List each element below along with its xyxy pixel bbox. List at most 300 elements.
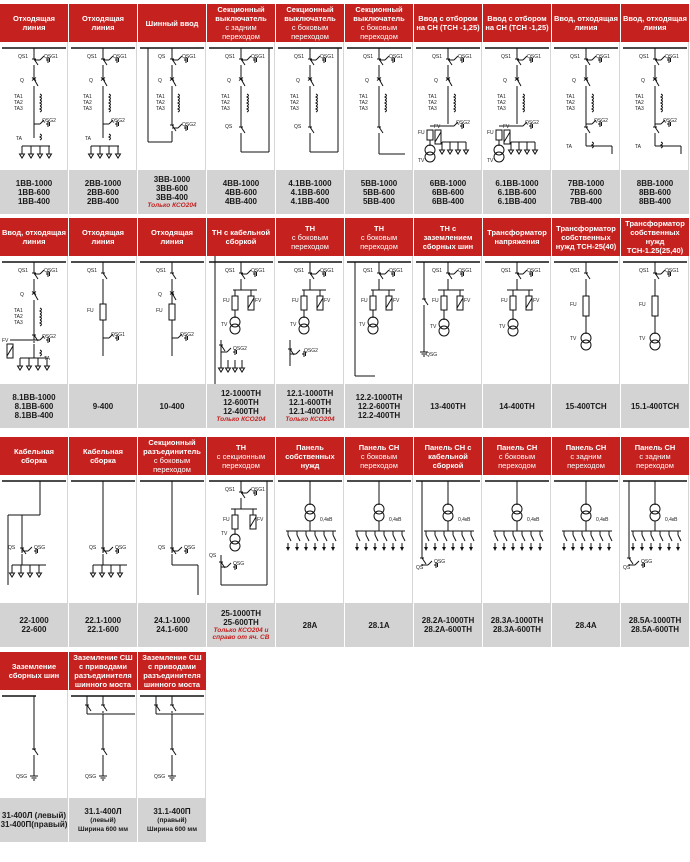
output-arrow [589, 547, 593, 551]
chamber-cell[interactable] [552, 437, 620, 647]
symbol-label: QSG [426, 352, 438, 358]
symbol-label: QS1 [570, 54, 581, 60]
schematic-svg [0, 690, 68, 798]
cable-termination [464, 150, 469, 154]
symbol-label: QS1 [363, 268, 374, 274]
symbol-label: TA3 [497, 106, 506, 112]
symbol-label: Q [227, 78, 231, 84]
cell-codes [207, 170, 275, 214]
cable-termination [219, 368, 224, 372]
symbol-label: TA2 [156, 100, 165, 106]
schematic-svg [69, 42, 137, 170]
cell-title: Панель собственных нужд [285, 442, 335, 470]
schematic-line [540, 535, 543, 541]
cell-codes [414, 384, 482, 428]
cell-codes [345, 603, 413, 647]
ct-coil [454, 100, 456, 106]
symbol-label: QS1 [639, 268, 650, 274]
ct-coil [523, 100, 525, 106]
chamber-cell[interactable] [0, 437, 68, 647]
chamber-cell[interactable] [345, 218, 413, 428]
cell-code: 12.2-400TH [357, 410, 401, 420]
cell-header [207, 4, 275, 42]
schematic-line [457, 298, 463, 308]
symbol-label: FV [434, 124, 441, 130]
symbol-label: TV [221, 531, 228, 537]
ct-coil [592, 100, 594, 106]
cell-header [207, 437, 275, 475]
chamber-cell[interactable] [138, 437, 206, 647]
cell-subtitle: с боковым переходом [291, 232, 329, 251]
schematic-svg [552, 42, 620, 170]
ct-coil [40, 106, 42, 112]
circuit-diagram [276, 42, 344, 170]
fuse-symbol [169, 304, 175, 320]
schematic-line [428, 561, 432, 565]
cable-termination [509, 150, 514, 154]
output-arrow [562, 547, 566, 551]
schematic-svg [138, 256, 206, 384]
schematic-line [109, 547, 113, 551]
chamber-cell[interactable] [414, 4, 482, 214]
cell-title: Панель СН с кабельной сборкой [424, 442, 472, 470]
cell-title: Ввод с отбором на СН (ТСН -1,25) [416, 14, 480, 32]
chamber-cell[interactable] [621, 437, 689, 647]
chamber-cell[interactable] [0, 4, 68, 214]
schematic-line [678, 535, 681, 541]
vt-winding [650, 340, 660, 350]
output-arrow [286, 547, 290, 551]
cell-code: 7BB-1000 [567, 178, 605, 188]
fuse-symbol [652, 296, 658, 316]
schematic-line [103, 749, 107, 755]
cell-codes [276, 603, 344, 647]
cell-header [414, 4, 482, 42]
chamber-cell[interactable] [69, 437, 137, 647]
cell-note: Только КСО204 [216, 415, 266, 423]
cell-code: 4BB-600 [224, 187, 257, 197]
vt-winding [299, 324, 309, 334]
ct-coil [247, 100, 249, 106]
symbol-label: TA1 [156, 94, 165, 100]
schematic-line [402, 535, 405, 541]
fuse-symbol [510, 296, 516, 310]
symbol-label: TA2 [290, 100, 299, 106]
schematic-line [87, 705, 91, 711]
symbol-label: FU [432, 298, 439, 304]
cell-code: 28.5A-600TH [630, 625, 680, 634]
symbol-label: QS1 [225, 487, 236, 493]
cell-code: 4BB-400 [224, 196, 257, 206]
schematic-svg [276, 475, 344, 603]
cell-codes [207, 603, 275, 647]
symbol-label: QSG1 [111, 332, 125, 338]
ct-coil [592, 142, 594, 148]
cell-code: 8BB-600 [638, 187, 671, 197]
chamber-cell[interactable] [414, 218, 482, 428]
output-arrow [322, 547, 326, 551]
output-arrow [295, 547, 299, 551]
chamber-cell[interactable] [483, 218, 551, 428]
cell-header [345, 437, 413, 475]
output-arrow [364, 547, 368, 551]
cell-code: (левый) [90, 816, 116, 824]
cell-title: Секционный выключатель [284, 5, 336, 23]
schematic-svg [414, 42, 482, 170]
symbol-label: TA1 [14, 94, 23, 100]
symbol-label: QS [294, 124, 302, 130]
schematic-svg [483, 256, 551, 384]
schematic-line [393, 535, 396, 541]
symbol-label: QS [623, 565, 631, 571]
symbol-label: Q [158, 292, 162, 298]
schematic-line [462, 535, 465, 541]
schematic-line [241, 127, 245, 133]
ct-coil [661, 94, 663, 100]
cell-title: Отходящая линия [81, 228, 125, 246]
circuit-diagram [0, 475, 68, 603]
chamber-cell[interactable] [414, 437, 482, 647]
cell-title: ТН [305, 223, 315, 233]
schematic-svg [138, 475, 206, 603]
schematic-line [582, 535, 585, 541]
cell-codes [552, 170, 620, 214]
output-arrow [649, 547, 653, 551]
ct-coil [385, 100, 387, 106]
chamber-cell[interactable] [69, 218, 137, 428]
cell-codes [345, 384, 413, 428]
cable-termination [37, 573, 42, 577]
cell-row [0, 437, 689, 647]
chamber-cell[interactable] [276, 218, 344, 428]
cell-subtitle: с задним переходом [222, 23, 260, 41]
cell-codes [276, 170, 344, 214]
cell-code: 22-1000 [19, 616, 49, 625]
ct-coil [385, 94, 387, 100]
vt-winding [512, 511, 522, 521]
symbol-label: QSG2 [594, 118, 608, 124]
chamber-cell[interactable] [276, 437, 344, 647]
output-arrow [640, 547, 644, 551]
circuit-diagram [276, 475, 344, 603]
schematic-line [435, 535, 438, 541]
schematic-svg [345, 42, 413, 170]
cell-code: 12.2-1000TH [355, 392, 403, 402]
cell-header [0, 4, 68, 42]
cell-row [0, 218, 689, 428]
cell-title: Кабельная сборка [82, 447, 124, 465]
symbol-label: TA [566, 144, 573, 150]
schematic-line [564, 535, 567, 541]
schematic-line [384, 535, 387, 541]
symbol-label: FU [223, 517, 230, 523]
cell-subtitle: с боковым переходом [360, 232, 398, 251]
symbol-label: Q [158, 78, 162, 84]
schematic-line [227, 348, 231, 352]
symbol-label: Q [503, 78, 507, 84]
schematic-line [357, 535, 360, 541]
cell-header [414, 437, 482, 475]
symbol-label: QS1 [570, 268, 581, 274]
cell-header [69, 218, 137, 256]
cell-code: 12.1-1000TH [286, 388, 334, 398]
schematic-line [172, 705, 176, 711]
chamber-cell[interactable] [69, 4, 137, 214]
symbol-label: Q [89, 78, 93, 84]
symbol-label: 0,4кВ [389, 517, 402, 523]
ct-coil [247, 106, 249, 112]
cell-title: Секционный выключатель [215, 5, 267, 23]
cell-code: 25-1000TH [220, 608, 262, 618]
schematic-line [633, 535, 636, 541]
schematic-svg [552, 475, 620, 603]
cell-code: 2BB-600 [86, 187, 119, 197]
symbol-label: QS1 [363, 54, 374, 60]
chamber-cell[interactable] [345, 4, 413, 214]
schematic-line [586, 273, 590, 279]
symbol-label: 0,4кВ [596, 517, 609, 523]
fuse-symbol [232, 515, 238, 529]
schematic-line [156, 705, 160, 711]
cell-code: 2BB-1000 [84, 178, 122, 188]
symbol-label: TA1 [221, 94, 230, 100]
cell-codes [69, 384, 137, 428]
cell-code: 3BB-1000 [153, 174, 191, 184]
symbol-label: TA3 [635, 106, 644, 112]
cell-codes [552, 384, 620, 428]
symbol-label: QSG1 [113, 54, 127, 60]
symbol-label: QSG1 [389, 268, 403, 274]
output-arrow [451, 547, 455, 551]
cell-code: 1BB-400 [17, 196, 50, 206]
chamber-cell[interactable] [207, 4, 275, 214]
cable-termination [448, 150, 453, 154]
cell-title: Панель СН [565, 442, 607, 452]
cable-termination [18, 366, 23, 370]
ct-coil [523, 106, 525, 112]
chamber-cell[interactable] [621, 4, 689, 214]
cell-header [345, 4, 413, 42]
symbol-label: QSG1 [458, 54, 472, 60]
output-arrow [460, 547, 464, 551]
output-arrow [424, 547, 428, 551]
symbol-label: TA [44, 356, 51, 362]
cell-code: 22-600 [21, 625, 47, 634]
schematic-line [591, 535, 594, 541]
symbol-label: TA1 [359, 94, 368, 100]
chamber-cell[interactable] [552, 218, 620, 428]
circuit-diagram [414, 475, 482, 603]
symbol-label: FV [464, 298, 471, 304]
vt-winding [305, 511, 315, 521]
ct-coil [247, 94, 249, 100]
cell-codes [138, 384, 206, 428]
chamber-cell[interactable] [207, 218, 275, 428]
cell-code: 31-400Л (левый) [1, 811, 67, 820]
schematic-line [422, 558, 426, 564]
symbol-label: TA [16, 136, 23, 142]
cable-termination [533, 150, 538, 154]
symbol-label: TV [639, 336, 646, 342]
cable-termination [240, 368, 245, 372]
circuit-diagram [69, 475, 137, 603]
chamber-cell[interactable] [483, 4, 551, 214]
chamber-cell[interactable] [138, 652, 206, 842]
cell-code: 6BB-600 [431, 187, 464, 197]
schematic-line [453, 535, 456, 541]
chamber-cell[interactable] [552, 4, 620, 214]
symbol-label: FV [533, 298, 540, 304]
schematic-line [296, 350, 300, 354]
ct-coil [109, 134, 111, 140]
symbol-label: QSG2 [304, 348, 318, 354]
symbol-label: TV [221, 322, 228, 328]
cell-subtitle: с секционным переходом [216, 451, 266, 470]
chamber-cell[interactable] [138, 4, 206, 214]
schematic-line [333, 535, 336, 541]
cell-row [0, 4, 689, 214]
symbol-label: TA3 [221, 106, 230, 112]
schematic-line [642, 535, 645, 541]
chamber-cell[interactable] [207, 437, 275, 647]
symbol-label: QSG [16, 774, 28, 780]
symbol-label: QS1 [501, 54, 512, 60]
vt-winding [494, 152, 504, 162]
symbol-label: TA2 [428, 100, 437, 106]
output-arrow [355, 547, 359, 551]
chamber-cell[interactable] [69, 652, 137, 842]
symbol-label: FU [223, 298, 230, 304]
cell-code: 8BB-1000 [636, 178, 674, 188]
cell-code: 28.4A [575, 620, 597, 630]
symbol-label: QSG1 [320, 54, 334, 60]
cell-codes [138, 798, 206, 842]
symbol-label: TA3 [156, 106, 165, 112]
ct-coil [40, 350, 42, 356]
symbol-label: QS [8, 545, 16, 551]
schematic-line [221, 345, 225, 351]
cell-title: Секционный выключатель [353, 5, 405, 23]
schematic-svg [552, 256, 620, 384]
cell-title: Отходящая линия [150, 228, 194, 246]
schematic-line [526, 298, 532, 308]
circuit-diagram [414, 42, 482, 170]
cell-code: 28.2A-600TH [423, 625, 473, 634]
chamber-cell[interactable] [621, 218, 689, 428]
chamber-cell[interactable] [0, 218, 68, 428]
symbol-label: QSG2 [111, 118, 125, 124]
circuit-diagram [345, 256, 413, 384]
symbol-label: FV [393, 298, 400, 304]
ct-coil [178, 100, 180, 106]
cell-header [276, 437, 344, 475]
cell-subtitle: с задним переходом [567, 451, 605, 470]
fuse-symbol [441, 296, 447, 310]
ct-coil [592, 106, 594, 112]
schematic-svg [483, 42, 551, 170]
cell-codes [345, 170, 413, 214]
cell-code: 8.1BB-1000 [12, 392, 56, 402]
output-arrow [667, 547, 671, 551]
chamber-cell[interactable] [276, 4, 344, 214]
symbol-label: TA3 [566, 106, 575, 112]
chamber-cell[interactable] [483, 437, 551, 647]
chamber-cell[interactable] [0, 652, 68, 842]
symbol-label: QS1 [156, 268, 167, 274]
cable-termination [19, 573, 24, 577]
output-arrow [676, 547, 680, 551]
schematic-line [324, 535, 327, 541]
schematic-line [651, 535, 654, 541]
cell-header [621, 218, 689, 256]
symbol-label: TA3 [83, 106, 92, 112]
schematic-line [250, 517, 256, 527]
vt-winding [368, 324, 378, 334]
chamber-cell[interactable] [138, 218, 206, 428]
cell-title: Кабельная сборка [13, 447, 55, 465]
symbol-label: TA3 [290, 106, 299, 112]
schematic-svg [483, 475, 551, 603]
ct-coil [316, 94, 318, 100]
symbol-label: QSG1 [527, 268, 541, 274]
schematic-line [375, 535, 378, 541]
symbol-label: QSG [85, 774, 97, 780]
cell-code: 1BB-1000 [15, 178, 53, 188]
cell-code: 4.1BB-1000 [288, 178, 332, 188]
chamber-cell[interactable] [345, 437, 413, 647]
cell-code: 22.1-1000 [84, 616, 122, 625]
cell-codes [69, 603, 137, 647]
cell-codes [552, 603, 620, 647]
output-arrow [373, 547, 377, 551]
symbol-label: FU [87, 308, 94, 314]
cell-header [138, 437, 206, 475]
symbol-label: QS [225, 124, 233, 130]
symbol-label: QSG1 [251, 487, 265, 493]
vt-winding [425, 152, 435, 162]
circuit-diagram [0, 42, 68, 170]
schematic-line [504, 132, 510, 142]
schematic-line [629, 558, 633, 564]
cell-code: 6BB-400 [431, 196, 464, 206]
cell-code: 9-400 [92, 401, 114, 411]
symbol-label: QSG1 [251, 268, 265, 274]
schematic-svg [0, 42, 68, 170]
symbol-label: QSG1 [44, 54, 58, 60]
cell-code: 5BB-600 [362, 187, 395, 197]
schematic-line [424, 299, 428, 305]
cell-codes [414, 603, 482, 647]
symbol-label: TA2 [359, 100, 368, 106]
circuit-diagram [483, 42, 551, 170]
cell-code: 5BB-400 [362, 196, 395, 206]
schematic-svg [138, 42, 206, 170]
symbol-label: FU [361, 298, 368, 304]
fuse-symbol [496, 130, 502, 140]
symbol-label: TA3 [14, 106, 23, 112]
cell-title: Ввод, отходящая линия [2, 228, 66, 246]
circuit-diagram [138, 690, 206, 798]
cell-header [621, 4, 689, 42]
ct-coil [454, 94, 456, 100]
cell-header [69, 652, 137, 690]
cell-codes [483, 170, 551, 214]
cell-code: 12-600TH [223, 397, 259, 407]
symbol-label: QSG2 [525, 120, 539, 126]
cable-termination [29, 154, 34, 158]
schematic-line [248, 298, 254, 308]
output-arrow [529, 547, 533, 551]
